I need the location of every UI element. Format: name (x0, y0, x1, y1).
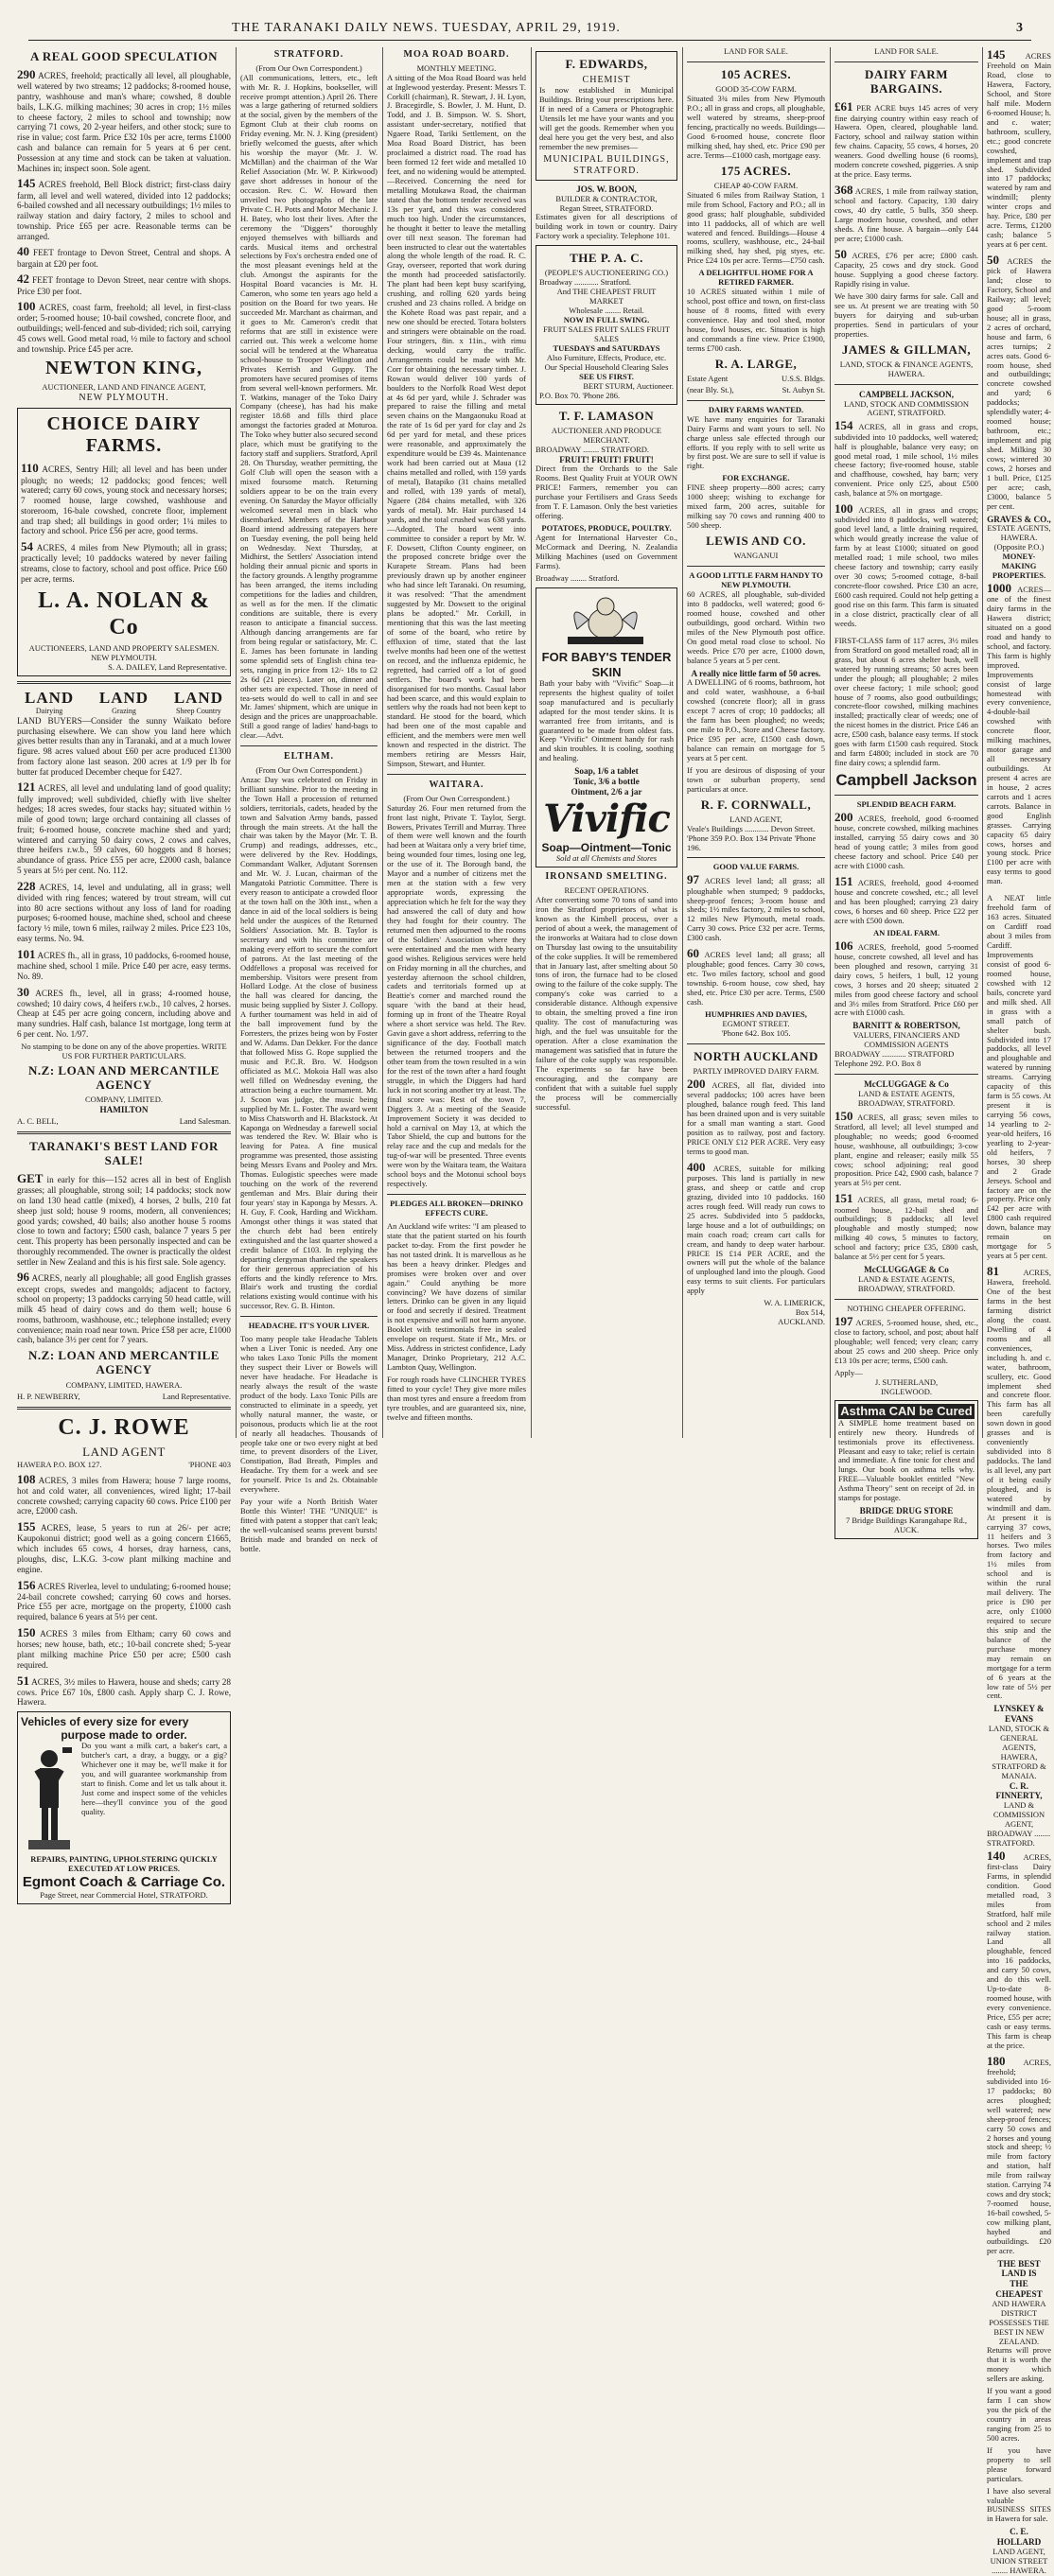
column-merchants (536, 47, 677, 1447)
nzlm1-sig: A. C. BELL, Land Salesman. (17, 1115, 231, 1126)
pac-line: Broadway ............ Stratford. (539, 277, 632, 288)
list-item: 151 ACRES, all grass, metal road; 6-roomed house, 12-bail shed and outbuildings; 8 paddocks; all level ploughable and mostly stumped; now milking 40 cows, 5 minutes to factory, school and factory; price £35, £800 cash, balance at 5½ per cent for 5 years. (834, 1191, 978, 1262)
newton-king-sub: AUCTIONEER, LAND AND FINANCE AGENT, (42, 381, 206, 392)
lamason-sub: AUCTIONEER AND PRODUCE MERCHANT. (551, 425, 662, 445)
moa-body: A sitting of the Moa Road Board was held at Inglewood yesterday. Present: Messrs T. Corkill (chairman), R. Stewart, J. H. Lyon, J. Bracegirdle, S. Bowler, J. M. Hunt, D. Todd, and J. B. Simpson. W. S. Short, assistant under-secretary, notified that Ngaere Road, Tariki Settlement, on the Moa Road Board District, has been proclaimed a district road. The road has been formed 12 feet wide and metalled 10 feet, and no widening would be attempted.—Received. Concerning the need for metalling Motukawa Road, the chairman stated that the bottom tender received was 13s per yard, and this was considered much too high. Under the circumstances, he thought it better to leave the metalling over till next season. The foreman had been instructed to clear out the watertables along the whole length of the road. R. C. Gray, overseer, reported that work during the month had proceeded satisfactorily. The plant had been kept busy scarifying, crushing, and rolling 620 yards being crushed and 23 chains rolled. A bridge on the Kohete Road was past repair, and a new one should be erected. Totara bolsters and stringers were obtainable on the road. Four stringers, 8in. x 11in., with rimu decking, would carry the traffic. Arrangements could be made with Mr. Corr for obtaining the necessary timber. J. Rowan would deliver 100 yards of boulders to the Norfolk Road West depot at 4s 6d per yard, while J. Schrader was prepared to raise the filling and metal seven chains on the Mangaonuku Road at the rate of 1s 6d per yard for clay and 2s 6d per yard for metal, and these prices were reasonable, and approximately the expenditure would be £39 4s. Maintenance work had been carried out at Maua (12 chains metalled and rolled, with 159 yards of metal), Batapiko (31 chains metalled and rolled, with 139 yards of metal), Ngaere (284 chains metalled, with 326 yards of metal). Mr. Hair purchased 14 yards, and the total crushed was 638 yards.—Adopted. The board went into committee to consider a report by Mr. W. F. Dowsett, Clifton County engineer, on the proposed concrete bridge over the Kurapete Stream. Plans had been previously drawn up by another engineer who had since left Taranaki. On resuming, it was resolved: "That the amendment suggested by Mr. Dowsett to the original plans be adopted." Mr. Corkill, in mentioning that this was the last meeting of some of the board, who retire by effluxion of time, stated that the last twelve months had been one of the wettest on record, and the influenza epidemic, he regretted, had carried off a lot of good settlers. The board's work had been disorganised for two months. Casual labor had been scarce, and this would explain to settlers why the roads had not been kept to standard. He stood for the board, which had been one of the most capable and efficient, and the members were men well known and respected in the district. The members retiring are Messrs Hair, Simpson, Stewart, and Hunter. (387, 72, 526, 769)
divider (687, 566, 825, 567)
nzlm1-place: HAMILTON (99, 1105, 149, 1114)
divider (240, 745, 378, 746)
edwards-sub: CHEMIST (582, 75, 631, 86)
list-item: 1000 ACRES—one of the finest dairy farms in the Hawera district; situated on a good road and handy to school, and factory. This farm is highly improved. Improvements consist of large homestead with every convenience, 4-double-bail cowshed with concrete floor, milking machines, motor garage and all necessary outbuildings. At present 4 acres are in house, 2 acres carrots and 1 acres carrots. Balance in good English grasses. Carrying capacity 65 dairy cows, horses and young stock. Price £100 per acre with easy terms to good man. (987, 580, 1051, 886)
lynskey-place: HAWERA, STRATFORD & MANAIA. (992, 1751, 1046, 1780)
list-item: £61 PER ACRE buys 145 acres of very fine dairying country within easy reach of Hawera. Open, cleared, ploughable land. Factory, school and railway station within few chains. Capacity, 55 cows, 4 horses, 20 weaners. Good dwelling house (6 rooms), modern concrete cowshed, piggeries. A snip at the price. Easy terms. (834, 99, 978, 180)
best-body: I have also several valuable BUSINESS SITES in Hawera for sale. (987, 2485, 1051, 2524)
list-item: 140 ACRES, first-class Dairy Farms, in splendid condition. Good metalled road, 3 miles from Stratford, half mile school and 2 miles railway station. Land all ploughable, fenced into 16 paddocks, and carry 50 cows, and do this well. Up-to-date 8-roomed house, with every convenience. Price, £55 per acre; cash or easy terms. This farm is cheap at the price. (987, 1848, 1051, 2050)
boon-name: JOS. W. BOON, (576, 184, 637, 194)
list-item: 110 ACRES, Sentry Hill; all level and has been under plough; no weeds; 12 paddocks; good fences; well watered; carry 60 cows, young stock and necessary horses; 7 roomed house, large cowshed, washhouse and storeroom, 16-bale cowshed, concrete floor, implement and trap shed; all buildings in good order; 1¼ miles to factory and school. Price £56 per acre, good terms. (21, 461, 227, 536)
vivific-ad (536, 587, 677, 868)
stratford-byline: (From Our Own Correspondent.) (255, 62, 362, 73)
land-note: No stamping to be done on any of the above properties. WRITE US FOR FURTHER PARTICULARS. (21, 1041, 227, 1060)
list-item: 106 ACRES, freehold, good 5-roomed house, concrete cowshed, all level and has been ploughed and resown, carrying 31 dairy cows, 5 heifers, 1 bull, 12 young cows, 3 horses and 20 sheep; situated 2 miles from good cheese factory and school and 3½ miles from Stratford. Price £60 per acre with £1000 cash. (834, 938, 979, 1018)
column-rule (236, 47, 237, 1438)
edwards-body: Is now established in Municipal Buildings. Bring your prescriptions here. If in need of a Camera or Photographic Utensils let me have your wants and you will get the goods. Remember when you deal here you get the very best, and also remember the new premises— (539, 84, 674, 151)
large-sig: Estate Agent U.S.S. Bldgs. (687, 373, 825, 383)
br-name: BARNITT & ROBERTSON, (852, 1021, 960, 1031)
acres175-body: Situated 6 miles from Railway Station, 1 mile from School, Factory and P.O.; all in good grass; half ploughable, subdivided into 11 paddocks, all of which are well watered and fenced. Buildings—House 4 rooms, scullery, washhouse, etc., 24-bail milking shed, hay shed, pig styes, etc. Price £24 10s per acre. Terms—£750 cash. (687, 189, 825, 266)
divider (17, 1131, 231, 1134)
list-item: 180 ACRES, freehold; subdivided into 16-17 paddocks; 80 acres ploughed; well watered; new sheep-proof fences; carry 50 cows and 2 horses and young stock and sheep; ½ mile from factory and station, half mile from railway station. Carrying 74 cows and dry stock; 7-roomed house, 16-bail cowshed, 5-cow milking plant, haybed and outbuildings. £20 per acre. (987, 2053, 1051, 2255)
list-item: 40 FEET frontage to Devon Street, Central and shops. A bargain at £20 per foot. (17, 244, 231, 269)
finnerty-name: C. R. FINNERTY, (995, 1780, 1043, 1801)
newton-king-place: NEW PLYMOUTH. (79, 392, 169, 403)
cherub-illustration (539, 591, 672, 648)
baby-tonic: Tonic, 3/6 a bottle (573, 777, 640, 787)
nzlm2-sig: H. P. NEWBERRY, Land Representative. (17, 1391, 231, 1401)
mcc-addr: BROADWAY, STRATFORD. (857, 1283, 956, 1293)
list-item: 100 ACRES, all in grass and crops; subdivided into 8 paddocks, well watered; good level land, a little draining required, which would greatly increase the value of farm by at least £1000; situated on good metalled road; 1 mile school, two miles cheese factory and township; carry easily over 30 cows; 5-roomed cottage, 8-bail concrete-floor cowshed. Price £30 an acre, £600 cash required. Could not help getting a good rise on this farm. This farm is situated in a close district, practically clear of all weeds. (834, 501, 978, 628)
graves-place: (Opposite P.O.) (993, 542, 1045, 552)
list-item: 101 ACRES fh., all in grass, 10 paddocks, 6-roomed house, machine shed, school 1 mile. Price £40 per acre, easy terms. No. 89. (17, 946, 231, 981)
list-item: 368 ACRES, 1 mile from railway station, school and factory. Capacity, 130 dairy cows, 40 dry cattle, 5 bulls, 350 sheep. Large modern house, cowshed, and other sheds. A fine house. A bargain—only £44 per acre; £1000 cash. (834, 183, 979, 244)
land-word: LAND (98, 688, 149, 707)
acres105-head: 105 ACRES. (720, 66, 792, 81)
divider (687, 857, 825, 858)
bottle-body: Pay your wife a North British Water Bottle this Winter! THE "UNIQUE" is fitted with patent a stopper that can't leak; the well-vulcanised seams prevent bursts! British made and branded on neck of bottle. (240, 1497, 378, 1553)
land-sub: Dairying (35, 707, 63, 716)
eltham-head: ELTHAM. (283, 751, 335, 762)
hollard-name: C. E. HOLLARD (996, 2527, 1042, 2548)
page-number: 3 (1016, 21, 1024, 35)
nolan-rep: S. A. DAILEY, Land Representative. (108, 661, 227, 672)
acres105-body: Situated 3¾ miles from New Plymouth P.O.; all in grass and crops, all ploughable, well watered by streams, sheep-proof fencing, practically no weeds. Buildings—Good 6-roomed house, concrete floor milking shed, hay shed, etc. Price £90 per acre. Terms—£1000 cash, mortgage easy. (687, 94, 825, 160)
nzlm1-name: N.Z: LOAN AND MERCANTILE AGENCY (28, 1062, 220, 1092)
sutherland-place: INGLEWOOD. (880, 1386, 933, 1396)
list-item: 290 ACRES, freehold; practically all level, all ploughable, well watered by two streams; 12 paddocks; 8-roomed house, pantry, washhouse and man's whare; cowshed, 8 double bails, L.K.G. milking machines; 30 acres in crop; 1½ miles to cheese factory, 2 miles to school and township; now carrying 71 cows, 20 2-year heifers, and other stock; sure to rise in value; cost farm. Price £32 10s per acre, terms £1000 cash and balance can remain for 5 years at 6 per cent. Possession at any time and stock can be taken at valuation. Machines in; inspect soon. Sole agent. (17, 67, 231, 173)
land-intro: LAND BUYERS—Consider the sunny Waikato before purchasing elsewhere. We can show you land here which gives better results than any in Taranaki, and at a much lower figure. 98 acres valued about £60 per acre produced £1300 from factory alone last season. 200 acres at 1/9 per lb for butter fat produced December cheque for £427. (17, 715, 231, 777)
divider (17, 681, 231, 684)
divider (834, 384, 978, 385)
nolan-sub: AUCTIONEERS, LAND AND PROPERTY SALESMEN. (28, 642, 220, 653)
jg-name: JAMES & GILLMAN, (841, 342, 972, 357)
asthma-ad (834, 1400, 978, 1538)
mcc-name: McCLUGGAGE & Co (864, 1078, 949, 1089)
list-item: 108 ACRES, 3 miles from Hawera; house 7 large rooms, hot and cold water, all conveniences, wired light; 17-bail concrete cowshed; carrying capacity 60 cows. Price £100 per acre, £2000 cash. (17, 1471, 231, 1516)
rowe-sub: LAND AGENT (82, 1444, 166, 1459)
retired-head: A DELIGHTFUL HOME FOR A RETIRED FARMER. (698, 268, 814, 288)
list-item: 200 ACRES, freehold, good 6-roomed house, concrete cowshed, milking machines installed, carrying 55 dairy cows and 30 head of young cattle; 3 miles from good cheese factory and school. Price £40 per acre with £1000 cash. (834, 809, 979, 870)
list-item: 50 ACRES the pick of Hawera land; close to Factory, School and Railway; all level; good 5-room house; all in grass, 2 acres of orchard, house and farm, 6 acres turnips; 2 acres oats. Good 6-room house, shed and outbuildings; concrete cowshed and yard; 6 paddocks; splendidly water; 4-roomed house; bathroom, etc.; implement and pig shed. Milking 30 cows; wintered 30 cows, 2 horses and 1 bull. Price, £125 per acre; cash, £3000, balance 5 per cent. (987, 252, 1051, 511)
boon-sub: BUILDER & CONTRACTOR, (555, 193, 658, 203)
mcc-sub: LAND & ESTATE AGENTS, (858, 1088, 955, 1098)
vivific-tag: Soap—Ointment—Tonic (541, 841, 672, 855)
ironsand-sub: RECENT OPERATIONS. (564, 885, 649, 895)
best-body: Returns will prove that it is worth the money which sellers are asking. (987, 2345, 1051, 2384)
rough-roads-body: For rough roads have CLINCHER TYRES fitted to your cycle! They give more miles than most tyres and ensure a freedom from tyre troubles, and are guaranteed six, nine, twelve and fifteen months. (387, 1374, 526, 1422)
eltham-body: Anzac Day was celebrated on Friday in brilliant sunshine. Prior to the meeting in the Town Hall a procession of returned soldiers, territorials, cadets, headed by the town and Salvation Army bands, passed through the main streets. At the hall the chair was taken by the Mayor (Mr. T. B. Crump) and readings, addresses, etc., were delivered by the Rev. Hoddings, Commandant Walker, Adjutant Sorensen and Mr. W. J. Lucan, chairman of the Mangatoki Patriotic Committee. There is every reason to anticipate a crowded floor at the town hall on the 30th inst., when a dance in aid of the local soldiers is being held under the auspices of the Returned Soldiers' Association. Mr. B. Taylor is secretary and with his committee are making every effort to secure the comfort of patrons. At the last meeting of the Oddfellows a proposal was received for membership. Visitors were present from Hollard Lodge. At the close of business the hall was cleared for dancing, the music being supplied by Sister J. Collopy. A further tournament was held in aid of the ball improvement fund by the Forresters, the prizes being won by Foster and W. Adams. Dan Dekker. For the dance that followed Miss G. Rope supplied the music and P.C.R. Bro. W. Hodgson officiated as M.C. Mokoia Hall was also well filled on Wednesday evening, the attraction being a euchre tournament. Mr. J. Scoon was judge, the music being supplied by Mr. L. Foster. The award went to Miss Chatsworth and H. Blackstock. At Kaponga on Wednesday a farewell social was tendered the Rev. W. Blair who is leaving for Patea. A fine musical programme was presented, those assisting being Messrs Evans and Pooley and Mrs. Thomas. Eulogistic speeches were made touching on the work of the reverend gentleman and Mrs. Blair during their four years' stay in Kaponga by Messrs. A. H. Guy, F. Cook, Harding and Wickham. Amongst other things it was stated that the church debt had been entirely extinguished and the last quarter showed a credit balance of £103. In replying the departing clergyman thanked the speakers for their generous appreciation of his efforts and the kindly reference to Mrs. Blair's work and trusting the cordial relations existing would continue with his successor, Rev. G. B. Hinton. (240, 774, 378, 1311)
stratford-body: (All communications, letters, etc., left with Mr. R. J. Hopkins, bookseller, will receive prompt attention.) April 26. There was a large gathering of returned soldiers at the social, given by the members of the Egmont Club at their club rooms on Friday evening. Mr. N. J. King (president) briefly welcomed the guests, after which his worship the mayor (Mr. J. W. McMillan) and the chairman of the War Relief Association (Mr. W. P. Kirkwood) gave short addresses in honour of the occasion. Rev. C. W. Howard then unveiled two photographs of the late Private C. H. Potts and Motor Mechanic J. H. Batey, who lost their lives. After the ceremony the "Diggers" thoroughly enjoyed themselves with billiards and cards. Musical items and orchestral selections by Fox's orchestra ended one of the most pleasant evenings held at the club. Amongst the aspirants for the Hospital Board vacancies is Mr. H. Cameron, who some ten years ago held a position on the Board for two years. He succeeded Mr. Marchant as chairman, and it goes to Mr. Cameron's credit that reforms that are still in existence were carried out. This week a welcome home social will be tendered at the Whareatua school-house to Trooper Wellington and Privates Kerrish and Guppy. The promoters have secured promises of items from several well-known performers. Mr. T. Watkins, manager of the Toko Dairy Company (cheese), has had his make register 18.68 and fills third place amongst the factories graded at Moturoa. The Toko whey butter also secured second place, which must be gratifying to the factory staff and suppliers. Stratford, April 28. On Thursday, weather permitting, the Golf Club will open the season with a mixed foursome match. Returning soldiers appear to be on the train every evening. On Saturday the Mayor officially welcomed several men in black who disembarked. Members of the Harbour Board intend addressing ratepayers here on Tuesday evening, the poll being held on Wednesday. Next Thursday, at Midhirst, the Settlers' Association intend holding their annual picnic and sports in the factory grounds. A lengthy programme has been arranged, the items including competitions for the ladies and children, as well as for the men. If the climatic conditions are suitable, there is every reason to anticipate a financial success. Although dancing arrangements are far from being regular or satisfactory, Mr. C. E. James has been fortunate in landing some splendid sets of English china tea-sets, ranging in price from 12/- 18s to £2 2s 6d (21 pieces). Later on, dinner and other sets are expected. Those in need of tea-sets would do well to call in and see Mr. James' shipment, which are unique in design and the prices are unapproachable. Still a good range of ladies' hand-bags to clear.—Advt. (240, 72, 378, 741)
acres105-sub: GOOD 35-COW FARM. (715, 84, 797, 95)
divider (834, 1299, 978, 1300)
edwards-ad (536, 51, 677, 181)
hd-name: HUMPHRIES AND DAVIES, (705, 1009, 807, 1020)
masthead-title: THE TARANAKI DAILY NEWS. TUESDAY, APRIL 29, 1919. (232, 21, 621, 35)
finnerty-sub: LAND & COMMISSION AGENT, (993, 1800, 1045, 1829)
na-head: NORTH AUCKLAND (694, 1048, 818, 1063)
br-sub: VALUERS, FINANCIERS AND COMMISSION AGENTS (852, 1030, 960, 1050)
column-land-for-sale (687, 47, 825, 1447)
divider (834, 1074, 978, 1075)
column-rule (382, 47, 383, 1438)
graves-name: GRAVES & CO., (987, 514, 1051, 524)
lewis-name: LEWIS AND CO. (706, 533, 806, 548)
pac-clear: Our Special Household Clearing Sales (544, 361, 669, 372)
waitara-head: WAITARA. (429, 780, 484, 790)
pac-ad (536, 245, 677, 404)
divider (687, 61, 825, 62)
land-words (17, 689, 231, 716)
nzlm2-name: N.Z: LOAN AND MERCANTILE AGENCY (28, 1348, 220, 1377)
vivific-logo: Vivific (543, 796, 670, 841)
column-rule (830, 47, 831, 1438)
lamason-fruit: FRUIT! FRUIT! FRUIT! (559, 454, 654, 464)
cornwall-name: R. F. CORNWALL, (700, 797, 812, 812)
retired-body: 10 ACRES situated within 1 mile of school, post office and town, on first-class house of 8 rooms, fitted with every convenience. Hay and tool shed, motor house, fowl houses, etc. Situation is high and commands a fine view. Price £1900, terms £700 cash. (687, 287, 825, 353)
nolan-name: L. A. NOLAN & Co (38, 587, 210, 640)
column-dairy-bargains (834, 46, 979, 1534)
lamason-addr: BROADWAY ........ STRATFORD. (536, 444, 650, 454)
pac-auct: BERT STURM, Auctioneer. (583, 380, 674, 391)
moa-sub: MONTHLY MEETING. (416, 62, 497, 73)
pac-box: P.O. Box 70. 'Phone 286. (539, 390, 621, 400)
list-item: 54 ACRES, 4 miles from New Plymouth; all in grass; practically level; 10 paddocks watered by never failing streams, close to factory, school and post office. Price £60 per acre, terms. (21, 539, 227, 584)
mcc-name: McCLUGGAGE & Co (864, 1265, 949, 1275)
coach-heading: purpose made to order. (61, 1728, 187, 1743)
column-hawera (987, 47, 1051, 2575)
cornwall-sub: LAND AGENT, (729, 814, 782, 824)
ideal-head: AN IDEAL FARM. (873, 927, 940, 938)
list-item: 50 ACRES, £76 per acre; £800 cash. Capacity, 25 cows and dry stock. Good house. Supplying a good cheese factory. Rapidly rising in value. (834, 247, 978, 289)
list-item: 51 ACRES, 3½ miles to Hawera, house and sheds; carry 28 cows. Price £67 10s, £800 cash. Apply sharp C. J. Rowe, Hawera. (17, 1673, 231, 1708)
little-body: A DWELLING of 6 rooms, bathroom, hot and cold water, washhouse, a 6-bail cowshed (concrete floor); all in grass except 7 acres of crop; 10 paddocks; all the farm has been ploughed; no weeds; one mile to P.O., Store and Cheese factory. Price £95 per acre, £1500 cash down, balance can remain on mortgage for 5 years at 5 per cent. (687, 677, 825, 762)
moa-head: MOA ROAD BOARD. (403, 49, 510, 60)
cj-sub: LAND, STOCK AND COMMISSION AGENT, STRATFORD. (843, 398, 970, 418)
pac-sub: (PEOPLE'S AUCTIONEERING CO.) (544, 268, 669, 278)
best-sub: AND HAWERA DISTRICT POSSESSES THE BEST IN NEW ZEALAND. (989, 2298, 1049, 2346)
choice-heading: CHOICE DAIRY FARMS. (46, 412, 202, 456)
column-stratford (240, 47, 378, 1553)
dispose-note: If you are desirous of disposing of your town or suburban property, send particulars at once. (687, 764, 825, 794)
wanted-body: WE have many enquiries for Taranaki Dairy Farms and want yours to sell. No charge unless sale effected through our efforts. If you reply with to sell write us by first post. We are sure to sell if value is right. (687, 413, 825, 471)
divider (687, 1043, 825, 1044)
list-item: 60 ACRES level land; all grass; all ploughable; good fences. Carry 30 cows, etc. Two miles factory, school and good township. 6-room house, cow shed, hay shed, etc. Price £30 per acre. Terms, £500 cash. (687, 946, 826, 1008)
best-head: THE BEST LAND IS (997, 2258, 1041, 2279)
coach-body: Do you want a milk cart, a baker's cart, a butcher's cart, a dray, a buggy, or a gig? Whichever one it may be, we'll make it for you, and will guarantee workmanship from start to finish. Come and let us talk about it. Just come and inspect some of the vehicles here—they'll convince you of the good quality. (81, 1741, 227, 1816)
asthma-shop: BRIDGE DRUG STORE (859, 1506, 954, 1516)
column-rule (982, 47, 983, 1438)
waitara-byline: (From Our Own Correspondent.) (403, 793, 510, 803)
divider (834, 61, 978, 62)
best-body: If you have property to sell please forward particulars. (987, 2445, 1051, 2483)
pac-line: Wholesale ........ Retail. (569, 306, 644, 316)
coach-ad (17, 1711, 231, 1903)
column-label: LAND FOR SALE. (724, 46, 788, 56)
land-word: LAND (25, 688, 75, 707)
baby-body: Bath your baby with "Vivific" Soap—it represents the highest quality of toilet soap manufactured and is peculiarly adapted for the most tender skins. It is warranted free from irritants, and is guaranteed to be made from oldest fats. Keep "Vivific" Ointment handy for rash and skin troubles. It is cooling, soothing and healing. (539, 677, 674, 763)
pac-name: THE P. A. C. (570, 251, 643, 266)
mcc-addr: BROADWAY, STRATFORD. (857, 1097, 956, 1108)
list-item: 97 ACRES level land; all grass; all ploughable when stumped; 9 paddocks, sheep-proof fences; 3-room house and sheds; 1½ miles factory, 2 miles to school, 12 miles New Plymouth, metal roads. Carry 30 cows. Price £32 per acre. Terms, £300 cash. (687, 872, 826, 943)
sb-head: SPLENDID BEACH FARM. (856, 798, 957, 809)
family-body: 60 ACRES, all ploughable, sub-divided into 8 paddocks, well watered; good 6-roomed house, cowshed and other outbuildings, good orchard. Within two miles of the New Plymouth post office. On good metal road close to school. No weeds. Price £70 per acre, £1000 down, balance 5 years at 5 per cent. (687, 589, 825, 665)
lamason-body: Direct from the Orchards to the Sale Rooms. Best Quality Fruit at YOUR OWN PRICE! Farmers, remember you can purchase your Fertilisers and Grass Seeds from T. F. Lamason. Only the best varieties offering. (536, 464, 677, 521)
divider (687, 400, 825, 401)
limerick-name: W. A. LIMERICK, (764, 1298, 825, 1308)
baby-ointment: Ointment, 2/6 a jar (571, 786, 642, 797)
bargain-note: We have 300 dairy farms for sale. Call and see us. At present we are treating with 50 buyers for dairying and sub-urban properties. Send in particulars of your properties. (834, 291, 978, 339)
asthma-head: Asthma CAN be Cured (838, 1404, 975, 1418)
wanted-head: DAIRY FARMS WANTED. (708, 404, 804, 414)
edwards-addr: STRATFORD. (573, 166, 640, 177)
column-rule (531, 47, 532, 1438)
pledges-body: An Auckland wife writes: "I am pleased to state that the patient started on his fourth packet to-day. From the first powder he has not tasted drink. It is marvellous as he has been a heavy drinker. Pledges and promises were broken over and over again." Could anything be more convincing? We have dozens of similar letters. Drinko can be given in any liquid or food and secretly if desired. Treatment is not expensive and will not harm anyone. Booklet with testimonials free in sealed envelope on request. State if Mr., Mrs. or Miss. Address in strictest confidence, Lady Manager, Drinko Proprietary, 212 A.C. Lambton Quay, Wellington. (387, 1220, 526, 1372)
choice-dairy-box (17, 408, 231, 676)
pac-sales: FRUIT SALES FRUIT SALES FRUIT SALES (543, 324, 670, 344)
land-sub: Sheep Country (176, 707, 221, 716)
baby-head: FOR BABY'S TENDER SKIN (541, 650, 672, 679)
list-item: 96 ACRES, nearly all ploughable; all good English grasses except crops, swedes and mangolds; adjacent to factory, school on property; 13 paddocks carrying 50 head cattle, will milk 45 head of dairy cows and do them well; house 6 rooms, bathroom, washhouse, etc.; telephone installed; every convenience; main road near town. Price £58 per acre, £1000 cash, balance 3½ per cent for 7 years. (17, 1270, 231, 1345)
pac-line: NOW IN FULL SWING. (563, 315, 650, 325)
column-label: LAND FOR SALE. (874, 46, 939, 56)
boon-body: Estimates given for all descriptions of building work in town or country. Dairy Factory work a speciality. Telephone 101. (536, 212, 677, 241)
list-item: 151 ACRES, freehold, good 4-roomed house and concrete cowshed, etc.; all level and has been ploughed; carrying 23 dairy cows, 6 horses and 60 sheep. Price £22 per acre with £500 down. (834, 873, 979, 925)
pledges-head: PLEDGES ALL BROKEN—DRINKO EFFECTS CURE. (390, 1199, 523, 1218)
list-item: 121 ACRES, all level and undulating land of good quality; fully improved; well subdivided, chiefly with live shelter hedges; 18 acres swedes, four stacks hay; situated within ½ mile of good town; large orchard containing all classes of fruit; 6-roomed house, concrete machine shed and yard; wintered and carrying 50 dairy cows, 2 cows and calves, three heifers r.w.b., 59 calves, 60 hoggets and 8 horses; abundance of grass. Price £55 per acre, £2000 cash, balance 5 years at 5½ per cent. No. 112. (17, 780, 231, 875)
list-item: 42 FEET frontage to Devon Street, near centre with shops. Price £30 per foot. (17, 272, 231, 296)
list-item: 200 ACRES, all flat, divided into several paddocks; 100 acres have been ploughed, balance rough feed. This land has been drained upon and is very suitable for a small man wanting a start. Good position as to railway, post and factory. PRICE ONLY £12 PER ACRE. Very easy terms to good man. (687, 1077, 825, 1156)
cj-banner: Campbell Jackson (835, 771, 977, 790)
sutherland-apply: Apply— (834, 1367, 863, 1377)
cheaper-head: NOTHING CHEAPER OFFERING. (847, 1303, 966, 1313)
spec-heading: A REAL GOOD SPECULATION (30, 49, 218, 63)
sutherland-name: J. SUTHERLAND, (874, 1376, 939, 1387)
list-item: GET in early for this—152 acres all in best of English grasses; all ploughable, strong soil; 14 paddocks; stock now on land 130 head cattle (mixed), 4 horses, 2 bulls, 210 fat sheep just sold; house 9 rooms, modern, all conveniences; good yards; cowshed, 40 bails; also another house 5 rooms close to town and factory; £500 cash, balance 7 years 5 per cent. This property has been personally inspected and can be thoroughly recommended. The owner is practically the oldest settler in New Zealand and this is his first sale. Sole agency. (17, 1171, 231, 1267)
rowe-sig: HAWERA P.O. BOX 127. 'PHONE 403 (17, 1459, 231, 1469)
list-item: 145 ACRES Freehold on Main Road, close to Hawera, Factory, School, and Store half mile. Modern 6-roomed House; h. and c. water; bathroom, scullery, etc.; good concrete cowshed, implement and trap shed. Subdivided into 17 paddocks; watered by ram and windmill; plenty winter crops and hay. Price, £80 per acre. Terms, £1200 cash; balance 5 years at 6 per cent. (987, 47, 1051, 250)
divider (834, 795, 978, 796)
rowe-name: C. J. ROWE (58, 1414, 190, 1440)
exchange-head: FOR EXCHANGE. (722, 473, 790, 483)
pac-furn: Also Furniture, Effects, Produce, etc. (546, 352, 667, 362)
list-item: FIRST-CLASS farm of 117 acres, 3½ miles from Stratford on good metalled road; all in grass, but about 6 acres shelter bush, well watered by running streams; 50 acres been under the plough; all ploughable; 2 miles over cheese factory; 1 mile school; good house of 7 rooms, also good outbuildings; concrete-floor cowshed, milking machines installed; practically clear of weeds; one of the nicest homes in the district. Price £46 an acre, £500 cash, balance easy terms. If stock goes with farm £1500 cash required. Stock and farm £4800; included in stock are 70 fine dairy cows; a splendid farm. (834, 635, 978, 768)
waitara-body: Saturday 26. Four men returned from the front last night, Private T. Taylor, Sergt. Bowers, Privates Terrill and Murray. Three of them were well known and the fourth had been at Waitara only a very brief time, being wounded four times, losing one leg, or the use of it. The Borough band, the Mayor and a number of citizens met the men at the station with a few very appropriate words, expressing the appreciation which he felt for the way they had answered the call of duty and how they had fought for their country. The returned men then adjourned to the rooms of the Soldiers' Association where they were entertained and the men with hearty good wishes. Religious services were held on Friday morning in all the churches, and yesterday afternoon the school children, cadets and territorials formed up at Beattie's corner and marched round the square 'with the band at their head, forming up in front of the Theatre Royal where a short service was held. The Rev. Gavin gave a short address, referring to the significance of the day. Football match between the returned troopers and the other team from the town resulted in a win for the rest of the town after a hard fought struggle, in which the Diggers had hard luck in not scoring another try at least. The final score was: Rest of the town 7, Diggers 3. At a meeting of the Seaside Improvement Society it was decided to hold a carnival on May 13, at which the Tabor Shield, the cup and buttons for the relay race and the cup and medals for the tug-of-war will be presented. Three events were won by the Waitara team, the Waitara school boys and the Motonui school boys respectively. (387, 802, 526, 1189)
large-sig: (near Bly. St.), St. Aubyn St. (687, 384, 825, 394)
acres175-sub: CHEAP 40-COW FARM. (713, 180, 799, 190)
hd-phone: 'Phone 642. Box 105. (721, 1028, 791, 1038)
hollard-sub: LAND AGENT, (993, 2546, 1045, 2556)
list-item: 81 ACRES, Hawera, freehold. One of the best farms in the best farming district along the coast. Dwelling of 4 rooms and all conveniences, including h. and c. water, bathroom, scullery, etc. Good implement shed and concrete floor. This farm has all been carefully sown down in good grasses and is conveniently subdivided into 8 paddocks. The land is all level, any part of it being easily ploughed, and is watered by windmill and dam. At present it is carrying 37 cows, 11 heifers and 3 horses. Two miles from factory and 1½ miles from school and is within the rural mail delivery. The price is £90 per acre, only £1000 required to secure this snip and the balance of the purchase money may remain on mortgage for a term of 6 years at the low rate of 5½ per cent. (987, 1264, 1051, 1701)
limerick-place: AUCKLAND. (778, 1317, 825, 1327)
br-addr: BROADWAY ............ STRATFORD (834, 1049, 955, 1060)
lewis-place: WANGANUI (733, 551, 779, 561)
eltham-byline: (From Our Own Correspondent.) (255, 764, 362, 775)
little-head: A really nice little farm of 50 acres. (691, 668, 821, 678)
lamason-end: Broadway ........ Stratford. (536, 572, 620, 583)
list-item: 150 ACRES, all grass; seven miles to Stratford, all level; all level stumped and ploughable; no weeds; good 6-roomed house, washhouse, all outbuildings; 3-cow plant, engine and releaser; easily milk 55 cows; school adjoining; real good proposition. Price £42, £900 cash, balance 7 years at 5½ per cent. (834, 1108, 978, 1188)
graves-sub: ESTATE AGENTS, HAWERA. (987, 523, 1051, 543)
list-item: 145 ACRES freehold, Bell Block district; first-class dairy farm, all level and well watered, divided into 12 paddocks; 6-bailed cowshed and all necessary outbuildings; 1½ miles to railway station and dairy factory, 2 miles to school and township. Price £65 per acre. Reasonable terms can be arranged. (17, 176, 231, 241)
list-item: 154 ACRES, all in grass and crops, subdivided into 10 paddocks, well watered; half is ploughable, balance very easy; on good metal road, 1 mile school, 1½ miles cheese factory; five-roomed house, stable and chaffhouse, cowshed, hay barn; very convenient. Price only £25, about £500 cash, balance at 5% on mortgage. (834, 418, 978, 499)
nolan-place: NEW PLYMOUTH. (91, 652, 157, 662)
land-sub: Grazing (112, 707, 136, 716)
large-name: R. A. LARGE, (714, 356, 798, 371)
list-item: 30 ACRES fh., level, all in grass; 4-roomed house, cowshed; 10 dairy cows, 4 heifers r.w.b., 10 calves, 2 horses. Cheap at £45 per acre going concern, including above and many sundries. Half cash, balance 1st mortgage, long term at 6 per cent. No. 1/97. (17, 984, 231, 1040)
stratford-head: STRATFORD. (273, 49, 344, 60)
divider (17, 1407, 231, 1410)
limerick-box: Box 514, (795, 1307, 825, 1318)
lamason-agent: Agent for International Harvester Co., McCormack and Deering, N. Zealandia Milking Machines (used on Government Farms). (536, 532, 677, 570)
bargains-head: DAIRY FARM BARGAINS. (865, 66, 948, 96)
list-item: 150 ACRES 3 miles from Eltham; carry 60 cows and horses; new house, bath, etc.; 10-bail concrete shed; 5-year plant milking machine Price £50 per acre; £500 cash required. (17, 1625, 231, 1670)
column-rule (682, 47, 683, 1438)
list-item: A NEAT little freehold farm of 163 acres. Situated on Cardiff road about 3 miles from Cardiff. Improvements consist of good 6-roomed house, cowshed with 12 bails, concrete yard and milk shed. All in grass with a small patch of shelter bush. Subdivided into 17 paddocks, all level and ploughable and watered by running streams. Carrying capacity of this farm is 55 cows. At present it is carrying 56 cows, 14 yearling to 2-year-old heifers, 16 yearling to 2-year-old heifers, 7 horses, 30 sheep and 2 Grade Jerseys. School and factory are on the property. Price only £42 per acre with £800 cash required down, balance may remain on mortgage for 5 years at 5 per cent. (987, 893, 1051, 1261)
jg-sub: LAND, STOCK & FINANCE AGENTS, HAWERA. (839, 359, 974, 378)
na-sub: PARTLY IMPROVED DAIRY FARM. (693, 1066, 819, 1077)
vivific-sold: Sold at all Chemists and Stores (555, 853, 658, 864)
edwards-addr: MUNICIPAL BUILDINGS, (543, 154, 670, 166)
list-item: 400 ACRES, suitable for milking purposes. This land is partially in new grass, and sheep or cattle and crop grazing, divided into 10 paddocks. 160 acres rough feed. Will ready run cows to 25 acres. Subdivided into 5 paddocks, large house and a lot of outbuildings; on main coach road; cream cart calls for cream, and handy to deep water harbour. PRICE IS £14 PER ACRE, and the owners will put the whole of the balance of unploughed land into the plough. Good easy terms to suit clients. For particulars apply (687, 1159, 826, 1296)
pac-line: And THE CHEAPEST FRUIT MARKET (556, 287, 657, 307)
exchange-body: FINE sheep property—800 acres; carry 1000 sheep; wishing to exchange for mixed farm, 200 acres, suitable for milking say 70 cows and running 400 to 500 sheep. (687, 482, 825, 531)
list-item: 155 ACRES, lease, 5 years to run at 26/- per acre; Kaupokonui district; good well as a going concern £1665, which includes 65 cows, 4 horses, dray harness, cans, ploughs, disc, L.K.G. 3-cow plant milking machine and engine. (17, 1519, 231, 1574)
baby-soap: Soap, 1/6 a tablet (574, 766, 639, 777)
boon-addr: Regan Street, STRATFORD. (559, 202, 654, 213)
pac-days: TUESDAYS and SATURDAYS (553, 342, 660, 353)
acres175-head: 175 ACRES. (720, 163, 792, 178)
ironsand-body: After converting some 70 tons of sand into iron the Stratford proprietors of what is known as the Kimbell process, over a period of about a week, the management of the ironworks at Waitara had to close down on Thursday last owing to the unsuitability of the coke supplies. It will be remembered that in January last, after smelting about 50 tons of iron, the furnace had to be closed owing to the failure of the coke supply. The company's coke was carried to a considerable distance. Although expensive to obtain, the smelting proved a fine iron quality. The cost of manufacturing was high, and the fuel was unsuitable for the operation. After a close examination the management was satisfied that in future the failure of the coke supply was responsible. The experiments so far have been encouraging, and the company are confident that with a suitable fuel supply the process will be commercially successful. (536, 894, 677, 1112)
best-body: If you want a good farm I can show you the pick of the country in areas ranging from 25 to 500 acres. (987, 2386, 1051, 2443)
land-word: LAND (173, 688, 223, 707)
list-item: 197 ACRES, 5-roomed house, shed, etc., close to factory, school, and post; about half ploughable; well fenced; very clean; carry about 25 cows and 200 sheep. Price only £13 10s per acre; terms, £500 cash. (834, 1313, 979, 1365)
family-head: A GOOD LITTLE FARM HANDY TO NEW PLYMOUTH. (689, 570, 823, 590)
mcc-sub: LAND & ESTATE AGENTS, (858, 1273, 955, 1284)
asthma-body: A SIMPLE home treatment based on entirely new theory. Hundreds of testimonials prove its effectiveness. Pleasant and easy to take; relief is certain and immediate. A fine tonic for chest and lungs. Our book on asthma tells why. FREE—Valuable booklet entitled "New Asthma Theory" sent on receipt of 2d. in stamps for postage. (838, 1417, 975, 1503)
edwards-name: F. EDWARDS, (565, 57, 648, 71)
pac-see: SEE US FIRST. (579, 371, 634, 381)
coach-name: Egmont Coach & Carriage Co. (22, 1874, 226, 1891)
headache-head: HEADACHE. IT'S YOUR LIVER. (248, 1321, 370, 1331)
cornwall-addr: Veale's Buildings ............ Devon Street. (687, 823, 816, 833)
list-item: 156 ACRES Riverlea, level to undulating; 6-roomed house; 24-bail concrete cowshed; carrying 60 cows and horses. Price £55 per acre, mortgage on the property, £1000 cash required, balance 6 years at 5½ per cent. (17, 1577, 231, 1622)
blacksmith-illustration (21, 1742, 78, 1855)
cornwall-phone: 'Phone 359 P.O. Box 134 Private 'Phone 196. (687, 832, 817, 852)
divider (387, 1194, 526, 1195)
gvf-head: GOOD VALUE FARMS. (712, 862, 799, 872)
spec-list (17, 67, 231, 354)
divider (240, 1316, 378, 1317)
divider (387, 774, 526, 775)
coach-repairs: REPAIRS, PAINTING, UPHOLSTERING QUICKLY EXECUTED AT LOW PRICES. (30, 1854, 218, 1874)
coach-addr: Page Street, near Commercial Hotel, STRATFORD. (40, 1889, 208, 1900)
best-land-heading: TARANAKI'S BEST LAND FOR SALE! (29, 1138, 219, 1167)
lamason-name: T. F. LAMASON (558, 408, 655, 423)
best-head: THE CHEAPEST (995, 2279, 1043, 2299)
list-item: 228 ACRES, 14, level and undulating, all in grass; well divided with ring fences; watered by trout stream, will cut into 80 acre sections without any loss of land for roading purposes; 6-roomed house, machine shed, school and cheese factory ½ mile, town 6 miles, railway 2 miles. Price £23 10s, easy terms. No. 94. (17, 878, 231, 944)
column-moa-road (387, 47, 526, 1447)
nzlm2-sub: COMPANY, LIMITED, HAWERA. (65, 1379, 183, 1390)
nzlm1-sub: COMPANY, LIMITED. (85, 1095, 163, 1105)
asthma-addr: 7 Bridge Buildings Karangahape Rd., AUCK. (846, 1515, 967, 1534)
newton-king-name: NEWTON KING, (44, 357, 203, 378)
cj-name: CAMPBELL JACKSON, (858, 389, 955, 399)
lynskey-sub: LAND, STOCK & GENERAL AGENTS, (988, 1723, 1050, 1752)
list-item: 100 ACRES, coast farm, freehold; all level, in first-class order; 5-roomed house; 10-bail cowshed, concrete floor, and outbuildings; well-fenced and sub-divided; rich soil, carrying 45 cows well. Good metal road, ½ mile to factory and school and township. Price £45 per acre. (17, 299, 231, 354)
lynskey-name: LYNSKEY & EVANS (993, 1704, 1045, 1725)
hollard-addr: UNION STREET ........ HAWERA. (990, 2555, 1048, 2575)
hd-addr: EGMONT STREET. (722, 1019, 790, 1029)
coach-heading: Vehicles of every size for every (21, 1715, 189, 1729)
money-head: MONEY-MAKING PROPERTIES. (992, 552, 1046, 580)
column-land-agents (17, 47, 231, 1900)
headache-body: Too many people take Headache Tablets when a Liver Tonic is needed. Any one who takes Laxo Tonic Pills the moment they suspect their Liver or Bowels will never have headache. For Headache is nearly always the result of the waste product of the body. Laxo Tonic Pills are constructed to eliminate in a speedy, yet wholly natural manner, the waste, or poisonous, products which lie at the root of nearly all headaches. Thousands of people take one or two every night at bed time, to prevent disorders of the Liver, Constipation, Bad Breath, Pimples and Headache. Try them for a week and see for yourself. Price 1s and 2s. Obtainable everywhere. (240, 1334, 378, 1495)
masthead (28, 21, 1031, 41)
finnerty-addr: BROADWAY ........ STRATFORD. (987, 1828, 1051, 1848)
ironsand-head: IRONSAND SMELTING. (545, 871, 668, 883)
lamason-produce: POTATOES, PRODUCE, POULTRY. (541, 523, 672, 534)
br-phone: Telephone 292. P.O. Box 8 (834, 1058, 922, 1068)
